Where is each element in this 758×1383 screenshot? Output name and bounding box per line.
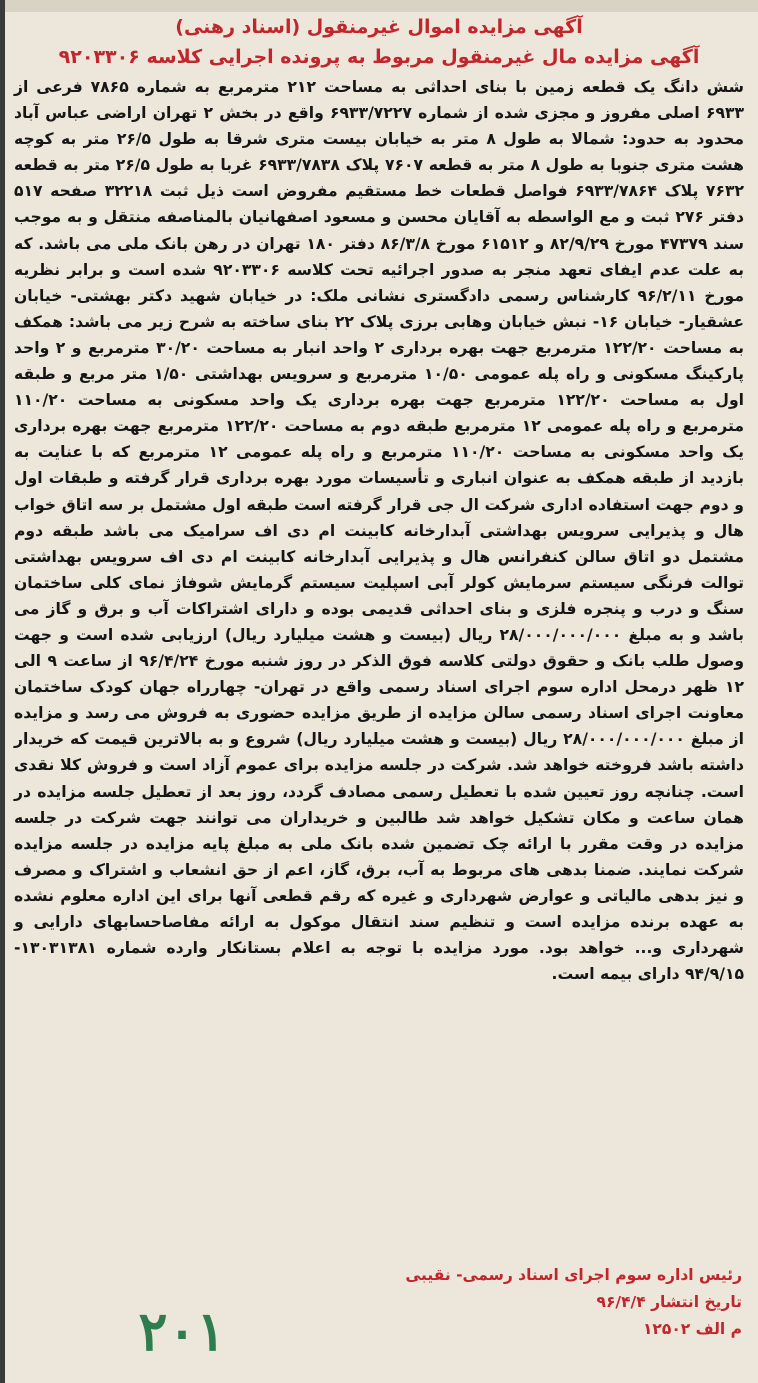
- reference-code: م الف ۱۲۵۰۲: [642, 1320, 742, 1338]
- handwritten-number-stamp: ۲۰۱: [138, 1299, 226, 1363]
- left-edge-border: [0, 0, 5, 1383]
- signature-block: [292, 1262, 742, 1343]
- notice-header: [10, 12, 748, 72]
- notice-title: آگهی مزایده اموال غیرمنقول (اسناد رهنی): [175, 16, 583, 38]
- top-cut-strip: [5, 0, 758, 12]
- notice-body: شش دانگ یک قطعه زمین با بنای احداثی به مساحت ۲۱۲ مترمربع به شماره ۷۸۶۵ فرعی از ۶۹۳۳ اصلی مفروز و مجزی شده از شماره ۶۹۳۳/۷۲۲۷ واقع در بخش ۲ تهران اراضی عباس آباد محدود به حدود: شمالا به طول ۸ متر به خیابان بیست متری شرقا به طول ۲۶/۵ متر به کوچه هشت متری جنوبا به طول ۸ متر به قطعه ۷۶۰۷ پلاک ۶۹۳۳/۷۸۳۸ غربا به طول ۲۶/۵ متر به قطعه ۷۶۳۲ پلاک ۶۹۳۳/۷۸۶۴ فواصل قطعات خط مستقیم مفروض است ذیل ثبت ۳۲۲۱۸ صفحه ۵۱۷ دفتر ۲۷۶ ثبت و مع الواسطه به آقایان محسن و مسعود اصفهانیان بالمناصفه منتقل و به موجب سند ۴۷۳۷۹ مورخ ۸۲/۹/۲۹ و ۶۱۵۱۲ مورخ ۸۶/۳/۸ دفتر ۱۸۰ تهران در رهن بانک ملی می باشد. که به علت عدم ایفای تعهد منجر به صدور اجرائیه تحت کلاسه ۹۲۰۳۳۰۶ شده است و برابر نظریه مورخ ۹۶/۲/۱۱ کارشناس رسمی دادگستری نشانی ملک: در خیابان شهید دکتر بهشتی- خیابان عشقیار- خیابان ۱۶- نبش خیابان وهابی برزی پلاک ۲۲ بنای ساخته به شرح زیر می باشد: همکف به مساحت ۱۲۲/۲۰ مترمربع جهت بهره برداری ۲ واحد انبار به مساحت ۳۰/۲۰ مترمربع و ۲ واحد پارکینگ مسکونی و راه پله عمومی ۱۰/۵۰ مترمربع و سرویس بهداشتی ۱/۵۰ متر مربع و طبقه اول به مساحت ۱۲۲/۲۰ مترمربع جهت بهره برداری یک واحد مسکونی به مساحت ۱۱۰/۲۰ مترمربع و راه پله عمومی ۱۲ مترمربع طبقه دوم به مساحت ۱۲۲/۲۰ مترمربع جهت بهره برداری یک واحد مسکونی به مساحت ۱۱۰/۲۰ مترمربع و راه پله عمومی ۱۲ مترمربع که با عنایت به بازدید از طبقه همکف به عنوان انباری و تأسیسات مورد بهره برداری قرار گرفته و طبقات اول و دوم جهت استفاده اداری شرکت ال جی قرار گرفته است طبقه اول مشتمل بر سه اتاق خواب هال و پذیرایی سرویس بهداشتی آبدارخانه کابینت ام دی اف سرامیک می باشد طبقه دوم مشتمل دو اتاق سالن کنفرانس هال و پذیرایی آبدارخانه کابینت ام دی اف سرویس بهداشتی توالت فرنگی سیستم سرمایش کولر آبی اسپلیت سیستم گرمایش شوفاژ نمای کلی ساختمان سنگ و درب و پنجره فلزی و بنای احداثی قدیمی بوده و دارای اشتراکات آب و برق و گاز می باشد و به مبلغ ۲۸/۰۰۰/۰۰۰/۰۰۰ ریال (بیست و هشت میلیارد ریال) ارزیابی شده است و جهت وصول طلب بانک و حقوق دولتی کلاسه فوق الذکر در روز شنبه مورخ ۹۶/۴/۲۴ از ساعت ۹ الی ۱۲ ظهر درمحل اداره سوم اجرای اسناد رسمی واقع در تهران- چهارراه جهان کودک ساختمان معاونت اجرای اسناد رسمی سالن مزایده از طریق مزایده حضوری به فروش می رسد و مزایده از مبلغ ۲۸/۰۰۰/۰۰۰/۰۰۰ ریال (بیست و هشت میلیارد ریال) شروع و به بالاترین قیمت که خریدار داشته باشد فروخته خواهد شد. شرکت در جلسه مزایده برای عموم آزاد است و فروش کلا نقدی است. چنانچه روز تعیین شده با تعطیل رسمی مصادف گردد، روز بعد از تعطیل جلسه مزایده در همان ساعت و مکان تشکیل خواهد شد طالبین و خریداران می توانند جهت شرکت در جلسه مزایده در وقت مقرر با ارائه چک تضمین شده بانک ملی به مبلغ پایه مزایده در جلسه مزایده شرکت نمایند. ضمنا بدهی های مربوط به آب، برق، گاز، اعم از حق انشعاب و اشتراک و مصرف و نیز بدهی مالیاتی و عوارض شهرداری و غیره که رقم قطعی آنها برای این اداره معلوم نشده به عهده برنده مزایده است و تنظیم سند انتقال موکول به ارائه مفاصاحسابهای دارایی و شهرداری و... خواهد بود. مورد مزایده با توجه به اعلام بستانکار وارده شماره ۱۳۰۳۱۳۸۱- ۹۴/۹/۱۵ دارای بیمه است.: [14, 78, 745, 984]
- notice-subtitle: آگهی مزایده مال غیرمنقول مربوط به پرونده اجرایی کلاسه ۹۲۰۳۳۰۶: [58, 46, 700, 68]
- signer-line: رئیس اداره سوم اجرای اسناد رسمی- نقیبی: [405, 1266, 742, 1284]
- publish-date: تاریخ انتشار ۹۶/۴/۴: [596, 1293, 742, 1311]
